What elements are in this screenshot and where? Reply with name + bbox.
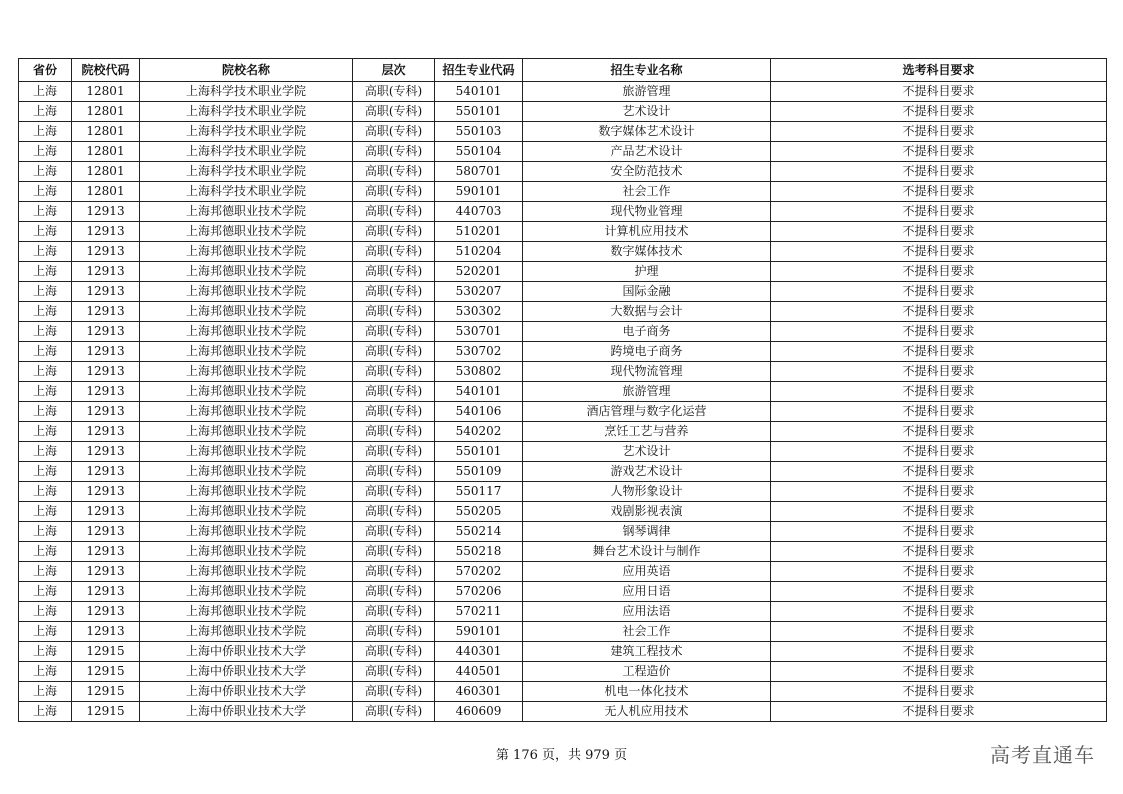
cell-level: 高职(专科) [353, 162, 435, 182]
header-subject-requirement: 选考科目要求 [771, 59, 1107, 82]
cell-major-code: 510204 [435, 242, 523, 262]
cell-province: 上海 [19, 162, 72, 182]
cell-level: 高职(专科) [353, 242, 435, 262]
cell-level: 高职(专科) [353, 562, 435, 582]
cell-province: 上海 [19, 322, 72, 342]
cell-province: 上海 [19, 242, 72, 262]
cell-school-code: 12913 [72, 502, 140, 522]
cell-subject-requirement: 不提科目要求 [771, 282, 1107, 302]
cell-school-name: 上海邦德职业技术学院 [140, 542, 353, 562]
cell-province: 上海 [19, 582, 72, 602]
cell-school-code: 12913 [72, 302, 140, 322]
cell-major-name: 钢琴调律 [523, 522, 771, 542]
cell-school-name: 上海科学技术职业学院 [140, 82, 353, 102]
cell-school-code: 12801 [72, 102, 140, 122]
cell-school-code: 12915 [72, 702, 140, 722]
cell-subject-requirement: 不提科目要求 [771, 662, 1107, 682]
cell-major-code: 530207 [435, 282, 523, 302]
cell-school-name: 上海中侨职业技术大学 [140, 682, 353, 702]
cell-level: 高职(专科) [353, 282, 435, 302]
cell-level: 高职(专科) [353, 302, 435, 322]
cell-school-code: 12913 [72, 262, 140, 282]
cell-province: 上海 [19, 662, 72, 682]
cell-province: 上海 [19, 562, 72, 582]
cell-school-code: 12915 [72, 662, 140, 682]
cell-subject-requirement: 不提科目要求 [771, 142, 1107, 162]
cell-major-name: 艺术设计 [523, 102, 771, 122]
cell-school-name: 上海邦德职业技术学院 [140, 502, 353, 522]
cell-major-code: 550109 [435, 462, 523, 482]
cell-level: 高职(专科) [353, 662, 435, 682]
cell-subject-requirement: 不提科目要求 [771, 562, 1107, 582]
cell-subject-requirement: 不提科目要求 [771, 202, 1107, 222]
cell-level: 高职(专科) [353, 482, 435, 502]
cell-subject-requirement: 不提科目要求 [771, 82, 1107, 102]
cell-school-code: 12913 [72, 602, 140, 622]
cell-province: 上海 [19, 422, 72, 442]
cell-level: 高职(专科) [353, 82, 435, 102]
cell-major-name: 工程造价 [523, 662, 771, 682]
cell-major-name: 酒店管理与数字化运营 [523, 402, 771, 422]
cell-school-name: 上海中侨职业技术大学 [140, 662, 353, 682]
cell-level: 高职(专科) [353, 382, 435, 402]
cell-province: 上海 [19, 382, 72, 402]
cell-level: 高职(专科) [353, 262, 435, 282]
cell-school-name: 上海中侨职业技术大学 [140, 642, 353, 662]
cell-major-name: 机电一体化技术 [523, 682, 771, 702]
table-row [19, 202, 1107, 222]
cell-level: 高职(专科) [353, 422, 435, 442]
cell-province: 上海 [19, 262, 72, 282]
cell-province: 上海 [19, 442, 72, 462]
watermark-logo: 高考直通车 [990, 743, 1095, 767]
cell-school-name: 上海中侨职业技术大学 [140, 702, 353, 722]
cell-major-name: 数字媒体技术 [523, 242, 771, 262]
cell-school-code: 12913 [72, 442, 140, 462]
cell-level: 高职(专科) [353, 682, 435, 702]
cell-major-name: 产品艺术设计 [523, 142, 771, 162]
cell-level: 高职(专科) [353, 502, 435, 522]
cell-school-code: 12913 [72, 222, 140, 242]
cell-major-name: 建筑工程技术 [523, 642, 771, 662]
cell-major-code: 550205 [435, 502, 523, 522]
table-row [19, 582, 1107, 602]
cell-major-code: 510201 [435, 222, 523, 242]
cell-school-name: 上海邦德职业技术学院 [140, 362, 353, 382]
cell-school-name: 上海邦德职业技术学院 [140, 262, 353, 282]
cell-level: 高职(专科) [353, 542, 435, 562]
cell-school-code: 12913 [72, 422, 140, 442]
cell-school-code: 12913 [72, 382, 140, 402]
cell-level: 高职(专科) [353, 442, 435, 462]
cell-school-name: 上海邦德职业技术学院 [140, 582, 353, 602]
cell-school-code: 12801 [72, 122, 140, 142]
cell-province: 上海 [19, 542, 72, 562]
cell-major-name: 应用日语 [523, 582, 771, 602]
cell-school-code: 12913 [72, 362, 140, 382]
cell-major-code: 460301 [435, 682, 523, 702]
cell-level: 高职(专科) [353, 122, 435, 142]
cell-school-code: 12801 [72, 182, 140, 202]
table-row [19, 682, 1107, 702]
table-row [19, 542, 1107, 562]
cell-school-code: 12913 [72, 522, 140, 542]
cell-school-code: 12913 [72, 342, 140, 362]
cell-school-name: 上海邦德职业技术学院 [140, 622, 353, 642]
cell-major-name: 戏剧影视表演 [523, 502, 771, 522]
header-level: 层次 [353, 59, 435, 82]
table-row [19, 562, 1107, 582]
table-row [19, 462, 1107, 482]
table-row [19, 522, 1107, 542]
cell-major-code: 550214 [435, 522, 523, 542]
cell-province: 上海 [19, 522, 72, 542]
cell-school-name: 上海邦德职业技术学院 [140, 602, 353, 622]
cell-school-code: 12913 [72, 482, 140, 502]
table-row [19, 242, 1107, 262]
cell-subject-requirement: 不提科目要求 [771, 302, 1107, 322]
cell-school-code: 12801 [72, 162, 140, 182]
cell-major-code: 520201 [435, 262, 523, 282]
cell-major-code: 570211 [435, 602, 523, 622]
cell-school-code: 12913 [72, 202, 140, 222]
cell-major-code: 540101 [435, 382, 523, 402]
cell-major-code: 550218 [435, 542, 523, 562]
cell-major-name: 大数据与会计 [523, 302, 771, 322]
cell-major-name: 艺术设计 [523, 442, 771, 462]
cell-major-name: 现代物流管理 [523, 362, 771, 382]
cell-level: 高职(专科) [353, 402, 435, 422]
cell-province: 上海 [19, 342, 72, 362]
cell-level: 高职(专科) [353, 142, 435, 162]
cell-province: 上海 [19, 282, 72, 302]
cell-subject-requirement: 不提科目要求 [771, 162, 1107, 182]
cell-school-name: 上海邦德职业技术学院 [140, 302, 353, 322]
cell-level: 高职(专科) [353, 102, 435, 122]
cell-school-code: 12915 [72, 682, 140, 702]
cell-level: 高职(专科) [353, 362, 435, 382]
header-school-code: 院校代码 [72, 59, 140, 82]
cell-major-code: 540202 [435, 422, 523, 442]
table-header-row [19, 59, 1107, 82]
cell-major-code: 530302 [435, 302, 523, 322]
cell-level: 高职(专科) [353, 182, 435, 202]
table-row [19, 142, 1107, 162]
cell-subject-requirement: 不提科目要求 [771, 222, 1107, 242]
cell-subject-requirement: 不提科目要求 [771, 122, 1107, 142]
cell-major-name: 跨境电子商务 [523, 342, 771, 362]
table-row [19, 222, 1107, 242]
cell-school-name: 上海邦德职业技术学院 [140, 402, 353, 422]
table-row [19, 262, 1107, 282]
cell-school-name: 上海科学技术职业学院 [140, 102, 353, 122]
cell-school-code: 12913 [72, 282, 140, 302]
cell-subject-requirement: 不提科目要求 [771, 262, 1107, 282]
cell-major-name: 应用法语 [523, 602, 771, 622]
cell-school-name: 上海科学技术职业学院 [140, 182, 353, 202]
cell-subject-requirement: 不提科目要求 [771, 382, 1107, 402]
cell-subject-requirement: 不提科目要求 [771, 442, 1107, 462]
table-row [19, 402, 1107, 422]
cell-province: 上海 [19, 682, 72, 702]
table-row [19, 622, 1107, 642]
cell-major-name: 社会工作 [523, 622, 771, 642]
cell-level: 高职(专科) [353, 322, 435, 342]
cell-school-code: 12913 [72, 582, 140, 602]
cell-subject-requirement: 不提科目要求 [771, 542, 1107, 562]
cell-school-name: 上海科学技术职业学院 [140, 142, 353, 162]
table-row [19, 502, 1107, 522]
cell-subject-requirement: 不提科目要求 [771, 642, 1107, 662]
cell-subject-requirement: 不提科目要求 [771, 682, 1107, 702]
cell-subject-requirement: 不提科目要求 [771, 482, 1107, 502]
table-row [19, 362, 1107, 382]
cell-major-code: 530802 [435, 362, 523, 382]
cell-province: 上海 [19, 462, 72, 482]
cell-major-code: 440301 [435, 642, 523, 662]
cell-major-name: 计算机应用技术 [523, 222, 771, 242]
table-row [19, 82, 1107, 102]
cell-school-name: 上海邦德职业技术学院 [140, 462, 353, 482]
cell-province: 上海 [19, 702, 72, 722]
cell-subject-requirement: 不提科目要求 [771, 342, 1107, 362]
table-row [19, 182, 1107, 202]
header-major-name: 招生专业名称 [523, 59, 771, 82]
cell-school-code: 12913 [72, 562, 140, 582]
table-row [19, 442, 1107, 462]
cell-subject-requirement: 不提科目要求 [771, 182, 1107, 202]
table-body [19, 82, 1107, 722]
cell-major-name: 安全防范技术 [523, 162, 771, 182]
cell-major-name: 旅游管理 [523, 82, 771, 102]
cell-major-name: 国际金融 [523, 282, 771, 302]
cell-level: 高职(专科) [353, 622, 435, 642]
cell-major-name: 游戏艺术设计 [523, 462, 771, 482]
page-number: 第 176 页，共 979 页 [495, 748, 628, 763]
cell-school-code: 12913 [72, 322, 140, 342]
table-row [19, 322, 1107, 342]
cell-subject-requirement: 不提科目要求 [771, 622, 1107, 642]
cell-major-name: 旅游管理 [523, 382, 771, 402]
cell-school-code: 12801 [72, 82, 140, 102]
table-row [19, 162, 1107, 182]
cell-level: 高职(专科) [353, 582, 435, 602]
cell-school-name: 上海邦德职业技术学院 [140, 342, 353, 362]
cell-subject-requirement: 不提科目要求 [771, 102, 1107, 122]
cell-school-code: 12801 [72, 142, 140, 162]
cell-major-name: 现代物业管理 [523, 202, 771, 222]
cell-major-code: 550101 [435, 442, 523, 462]
cell-school-code: 12913 [72, 622, 140, 642]
cell-school-name: 上海邦德职业技术学院 [140, 442, 353, 462]
cell-level: 高职(专科) [353, 522, 435, 542]
cell-major-name: 烹饪工艺与营养 [523, 422, 771, 442]
cell-province: 上海 [19, 642, 72, 662]
cell-province: 上海 [19, 202, 72, 222]
cell-subject-requirement: 不提科目要求 [771, 422, 1107, 442]
cell-major-name: 护理 [523, 262, 771, 282]
cell-major-code: 530702 [435, 342, 523, 362]
table-row [19, 102, 1107, 122]
cell-school-name: 上海邦德职业技术学院 [140, 222, 353, 242]
header-school-name: 院校名称 [140, 59, 353, 82]
cell-level: 高职(专科) [353, 702, 435, 722]
admissions-table [18, 58, 1107, 722]
cell-major-code: 590101 [435, 182, 523, 202]
cell-school-code: 12915 [72, 642, 140, 662]
cell-major-code: 550104 [435, 142, 523, 162]
cell-province: 上海 [19, 122, 72, 142]
cell-level: 高职(专科) [353, 462, 435, 482]
cell-subject-requirement: 不提科目要求 [771, 702, 1107, 722]
cell-school-name: 上海邦德职业技术学院 [140, 242, 353, 262]
cell-province: 上海 [19, 182, 72, 202]
cell-school-name: 上海科学技术职业学院 [140, 162, 353, 182]
cell-school-code: 12913 [72, 542, 140, 562]
cell-province: 上海 [19, 602, 72, 622]
cell-subject-requirement: 不提科目要求 [771, 242, 1107, 262]
cell-province: 上海 [19, 502, 72, 522]
cell-subject-requirement: 不提科目要求 [771, 602, 1107, 622]
cell-major-code: 540106 [435, 402, 523, 422]
table-row [19, 662, 1107, 682]
cell-major-name: 舞台艺术设计与制作 [523, 542, 771, 562]
cell-province: 上海 [19, 622, 72, 642]
cell-school-name: 上海邦德职业技术学院 [140, 382, 353, 402]
cell-province: 上海 [19, 302, 72, 322]
table-row [19, 282, 1107, 302]
cell-major-code: 580701 [435, 162, 523, 182]
cell-school-name: 上海邦德职业技术学院 [140, 282, 353, 302]
cell-major-code: 440703 [435, 202, 523, 222]
header-province: 省份 [19, 59, 72, 82]
cell-level: 高职(专科) [353, 602, 435, 622]
cell-subject-requirement: 不提科目要求 [771, 362, 1107, 382]
cell-level: 高职(专科) [353, 202, 435, 222]
cell-major-code: 570202 [435, 562, 523, 582]
header-major-code: 招生专业代码 [435, 59, 523, 82]
table-row [19, 382, 1107, 402]
cell-school-name: 上海科学技术职业学院 [140, 122, 353, 142]
cell-major-name: 人物形象设计 [523, 482, 771, 502]
cell-subject-requirement: 不提科目要求 [771, 502, 1107, 522]
cell-school-name: 上海邦德职业技术学院 [140, 322, 353, 342]
cell-school-name: 上海邦德职业技术学院 [140, 422, 353, 442]
cell-major-name: 无人机应用技术 [523, 702, 771, 722]
cell-subject-requirement: 不提科目要求 [771, 582, 1107, 602]
table-row [19, 302, 1107, 322]
cell-province: 上海 [19, 402, 72, 422]
cell-major-code: 440501 [435, 662, 523, 682]
cell-school-code: 12913 [72, 402, 140, 422]
cell-major-code: 550101 [435, 102, 523, 122]
cell-school-name: 上海邦德职业技术学院 [140, 522, 353, 542]
table-row [19, 422, 1107, 442]
cell-school-name: 上海邦德职业技术学院 [140, 482, 353, 502]
table-row [19, 482, 1107, 502]
cell-major-code: 550103 [435, 122, 523, 142]
cell-major-code: 530701 [435, 322, 523, 342]
cell-subject-requirement: 不提科目要求 [771, 522, 1107, 542]
cell-major-name: 电子商务 [523, 322, 771, 342]
cell-level: 高职(专科) [353, 342, 435, 362]
cell-school-code: 12913 [72, 242, 140, 262]
cell-major-code: 570206 [435, 582, 523, 602]
cell-subject-requirement: 不提科目要求 [771, 402, 1107, 422]
cell-subject-requirement: 不提科目要求 [771, 462, 1107, 482]
table-row [19, 342, 1107, 362]
cell-province: 上海 [19, 82, 72, 102]
cell-major-code: 550117 [435, 482, 523, 502]
cell-major-code: 540101 [435, 82, 523, 102]
cell-subject-requirement: 不提科目要求 [771, 322, 1107, 342]
cell-level: 高职(专科) [353, 222, 435, 242]
table-row [19, 122, 1107, 142]
table-row [19, 602, 1107, 622]
cell-major-code: 590101 [435, 622, 523, 642]
cell-province: 上海 [19, 102, 72, 122]
cell-province: 上海 [19, 142, 72, 162]
table-row [19, 642, 1107, 662]
cell-province: 上海 [19, 482, 72, 502]
table-row [19, 702, 1107, 722]
cell-major-name: 社会工作 [523, 182, 771, 202]
cell-school-code: 12913 [72, 462, 140, 482]
cell-major-name: 数字媒体艺术设计 [523, 122, 771, 142]
cell-major-code: 460609 [435, 702, 523, 722]
cell-province: 上海 [19, 222, 72, 242]
cell-major-name: 应用英语 [523, 562, 771, 582]
cell-level: 高职(专科) [353, 642, 435, 662]
cell-school-name: 上海邦德职业技术学院 [140, 202, 353, 222]
cell-province: 上海 [19, 362, 72, 382]
cell-school-name: 上海邦德职业技术学院 [140, 562, 353, 582]
